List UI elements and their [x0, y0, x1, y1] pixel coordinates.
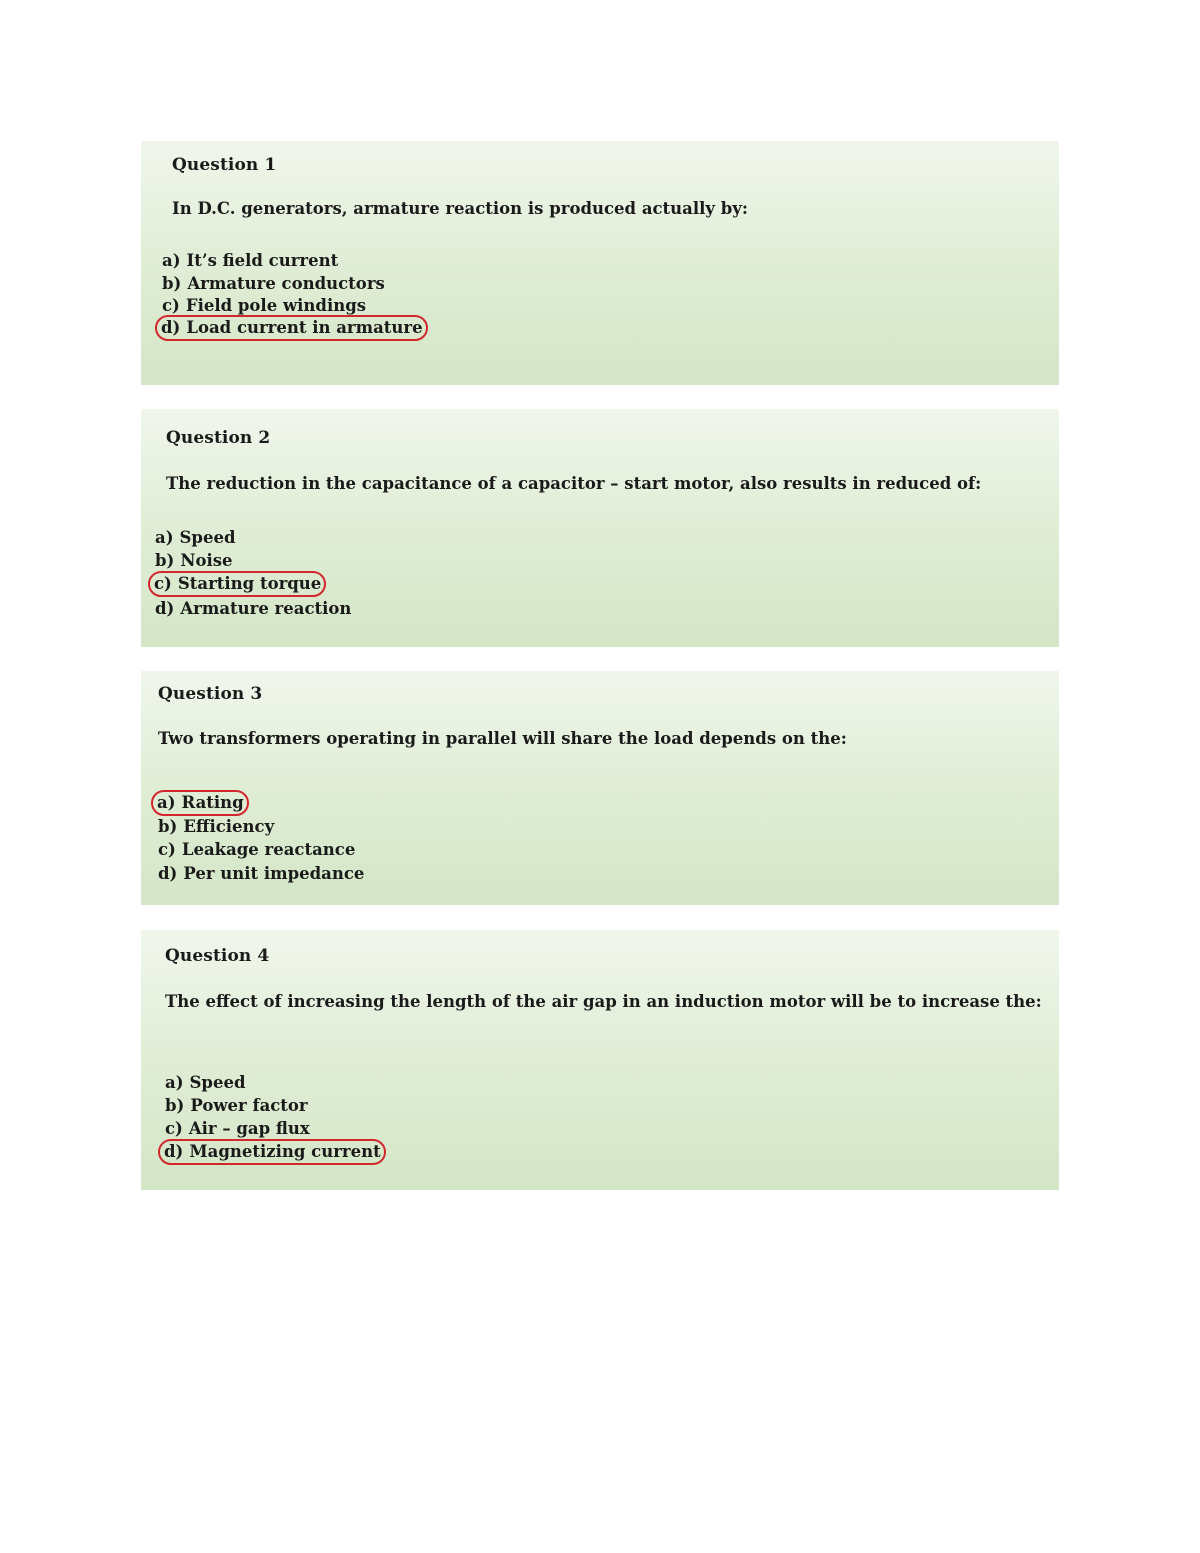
option-a [155, 527, 236, 549]
option-text: Rating [181, 793, 244, 812]
option-a [165, 1072, 246, 1094]
question-title: Question 4 [165, 946, 270, 966]
option-letter: a) [165, 1073, 184, 1092]
option-d [158, 863, 364, 885]
question-title: Question 1 [172, 155, 277, 175]
question-stem: The effect of increasing the length of the air gap in an induction motor will be to increase the: [165, 992, 1042, 1011]
option-letter: c) [154, 574, 172, 593]
option-text: Armature conductors [187, 274, 385, 293]
question-card-2 [141, 409, 1059, 647]
option-letter: b) [162, 274, 182, 293]
option-a [162, 250, 338, 272]
option-a-marked-answer [151, 790, 249, 816]
option-text: Armature reaction [180, 599, 352, 618]
option-letter: c) [158, 840, 176, 859]
option-text: Load current in armature [186, 318, 423, 337]
question-card-3 [141, 671, 1059, 905]
question-title: Question 2 [166, 428, 271, 448]
option-d-marked-answer [158, 1139, 386, 1165]
option-letter: d) [164, 1142, 184, 1161]
option-d [155, 598, 351, 620]
option-text: Air – gap flux [188, 1119, 310, 1138]
option-letter: a) [162, 251, 181, 270]
option-text: Per unit impedance [183, 864, 365, 883]
option-text: It’s field current [186, 251, 339, 270]
option-d-marked-answer [155, 315, 428, 341]
question-stem: Two transformers operating in parallel will share the load depends on the: [158, 729, 847, 748]
option-letter: c) [162, 296, 180, 315]
question-card-4 [141, 930, 1059, 1190]
option-letter: a) [157, 793, 176, 812]
option-c-marked-answer [148, 571, 326, 597]
question-stem: In D.C. generators, armature reaction is produced actually by: [172, 199, 748, 218]
question-card-1 [141, 141, 1059, 385]
option-text: Speed [189, 1073, 246, 1092]
question-stem: The reduction in the capacitance of a capacitor – start motor, also results in reduced of: [166, 474, 982, 493]
option-letter: b) [158, 817, 178, 836]
option-letter: a) [155, 528, 174, 547]
option-text: Noise [180, 551, 233, 570]
option-letter: d) [158, 864, 178, 883]
option-c [165, 1118, 310, 1140]
option-b [155, 550, 233, 572]
option-letter: d) [155, 599, 175, 618]
option-letter: c) [165, 1119, 183, 1138]
option-text: Speed [179, 528, 236, 547]
option-letter: b) [165, 1096, 185, 1115]
option-letter: d) [161, 318, 181, 337]
option-text: Power factor [190, 1096, 308, 1115]
option-b [162, 273, 385, 295]
option-text: Field pole windings [185, 296, 367, 315]
option-text: Leakage reactance [181, 840, 356, 859]
option-text: Efficiency [183, 817, 275, 836]
option-b [165, 1095, 308, 1117]
option-b [158, 816, 274, 838]
option-text: Magnetizing current [189, 1142, 381, 1161]
option-letter: b) [155, 551, 175, 570]
option-c [158, 839, 355, 861]
option-text: Starting torque [177, 574, 322, 593]
option-c [162, 295, 366, 317]
question-title: Question 3 [158, 684, 263, 704]
